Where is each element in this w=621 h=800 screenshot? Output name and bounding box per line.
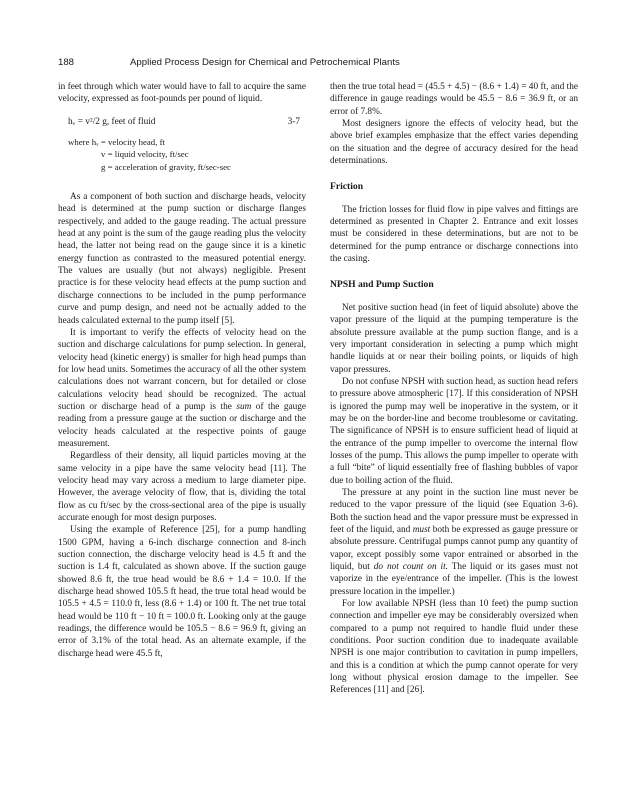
definition-hv: where hᵥ = velocity head, ft <box>68 137 165 148</box>
paragraph: Net positive suction head (in feet of liquid absolute) above the vapor pressure of the liquid at the pumping temperature is the absolute pressure available at the pump suction flange, and is a very important consideration in selecting a pump which might handle liquids at or near their boiling points, or liquids of high vapor pressures. <box>330 302 578 375</box>
paragraph: It is important to verify the effects of velocity head on the suction and discharge calculations for pump selection. In general, velocity head (kinetic energy) is smaller for high head pumps than for low head units. Sometimes the accuracy of all the other system calculations does not warrant concern, but for detailed or close calculations velocity head should be recognized. The actual suction or discharge head of a pump is the sum of the gauge reading from a pressure gauge at the suction or discharge and the velocity heads calculated at the respective points of gauge measurement. <box>58 327 307 449</box>
definition-g: g = acceleration of gravity, ft/sec-sec <box>101 161 231 172</box>
equation-3-7 <box>68 116 306 128</box>
section-heading-npsh: NPSH and Pump Suction <box>330 279 434 291</box>
definition-v: v = liquid velocity, ft/sec <box>101 149 189 160</box>
paragraph: Do not confuse NPSH with suction head, as suction head refers to pressure above atmospheric [17]. If this consideration of NPSH is ignored the pump may well be inoperative in the system, or it may be on the border-line and become troublesome or cavitating. The significance of NPSH is to ensure sufficient head of liquid at the entrance of the pump impeller to overcome the internal flow losses of the pump. This allows the pump impeller to operate with a full “bite” of liquid essentially free of flashing bubbles of vapor due to boiling action of the fluid. <box>330 376 578 486</box>
paragraph: As a component of both suction and discharge heads, velocity head is determined at the pump suction or discharge flanges respectively, and added to the gauge reading. The actual pressure head at any point is the sum of the gauge reading plus the velocity head, the latter not being read on the gauge since it is a kinetic energy function as contrasted to the measured potential energy. The values are usually (but not always) negligible. Present practice is for these velocity head effects at the pump suction and discharge connections to be included in the pump performance curve and pump design, and need not be actually added to the heads calculated external to the pump itself [5]. <box>58 192 306 326</box>
page-header <box>58 57 578 71</box>
right-column <box>330 81 578 697</box>
variable-definitions <box>68 136 306 173</box>
paragraph: in feet through which water would have to fall to acquire the same velocity, expressed as foot-pounds per pound of liquid. <box>58 82 306 105</box>
paragraph: For low available NPSH (less than 10 feet) the pump suction connection and impeller eye may be considerably oversized when compared to a pump not required to handle fluid under these conditions. Poor suction condition due to inadequate available NPSH is one major contribution to cavitation in pump impellers, and this is a condition at which the pump cannot operate for very long without physical erosion damage to the impeller. See References [11] and [26]. <box>330 599 578 696</box>
page-number: 188 <box>58 57 75 68</box>
running-title: Applied Process Design for Chemical and Petrochemical Plants <box>130 57 400 68</box>
section-heading-friction: Friction <box>330 181 364 193</box>
paragraph: Using the example of Reference [25], for a pump handling 1500 GPM, having a 6-inch discharge connection and 8-inch suction connection, the discharge velocity head is 4.5 ft and the suction is 1.4 ft, calculated as shown above. If the suction gauge showed 8.6 ft, the true head would be 8.6 + 1.4 = 10.0. If the discharge head showed 105.5 ft head, the true total head would be 105.5 + 4.5 = 110.0 ft, less (8.6 + 1.4) or 100 ft. The net true total head would be 110 ft − 10 ft = 100.0 ft. Looking only at the gauge readings, the difference would be 105.5 − 8.6 = 96.9 ft, giving an error of 3.1% of the total head. As an alternate example, if the discharge head were 45.5 ft, <box>58 525 306 659</box>
paragraph: then the true total head = (45.5 + 4.5) − (8.6 + 1.4) = 40 ft, and the difference in gauge readings would be 45.5 − 8.6 = 36.9 ft, or an error of 7.8%. <box>330 82 578 117</box>
equation-text: hᵥ = v²/2 g, feet of fluid <box>68 116 156 127</box>
paragraph: The friction losses for fluid flow in pipe valves and fittings are determined as presented in Chapter 2. Entrance and exit losses must be considered in these determinations, but are not to be determined for the pump entrance or discharge connections into the casing. <box>330 204 578 265</box>
paragraph: Regardless of their density, all liquid particles moving at the same velocity in a pipe have the same velocity head [11]. The velocity head may vary across a medium to large diameter pipe. However, the average velocity of flow, that is, dividing the total flow as cu ft/sec by the cross-sectional area of the pipe is usually accurate enough for most design purposes. <box>58 451 306 523</box>
paragraph: Most designers ignore the effects of velocity head, but the above brief examples emphasize that the effect varies depending on the situation and the degree of accuracy desired for the head determinations. <box>330 119 578 167</box>
equation-number: 3-7 <box>287 116 300 127</box>
paragraph: The pressure at any point in the suction line must never be reduced to the vapor pressure of the liquid (see Equation 3-6). Both the suction head and the vapor pressure must be expressed in feet of the liquid, and must both be expressed as gauge pressure or absolute pressure. Centrifugal pumps cannot pump any quantity of vapor, except possibly some vapor entrained or absorbed in the liquid, but do not count on it. The liquid or its gases must not vaporize in the eye/entrance of the impeller. (This is the lowest pressure location in the impeller.) <box>330 487 579 597</box>
left-column <box>58 81 306 660</box>
